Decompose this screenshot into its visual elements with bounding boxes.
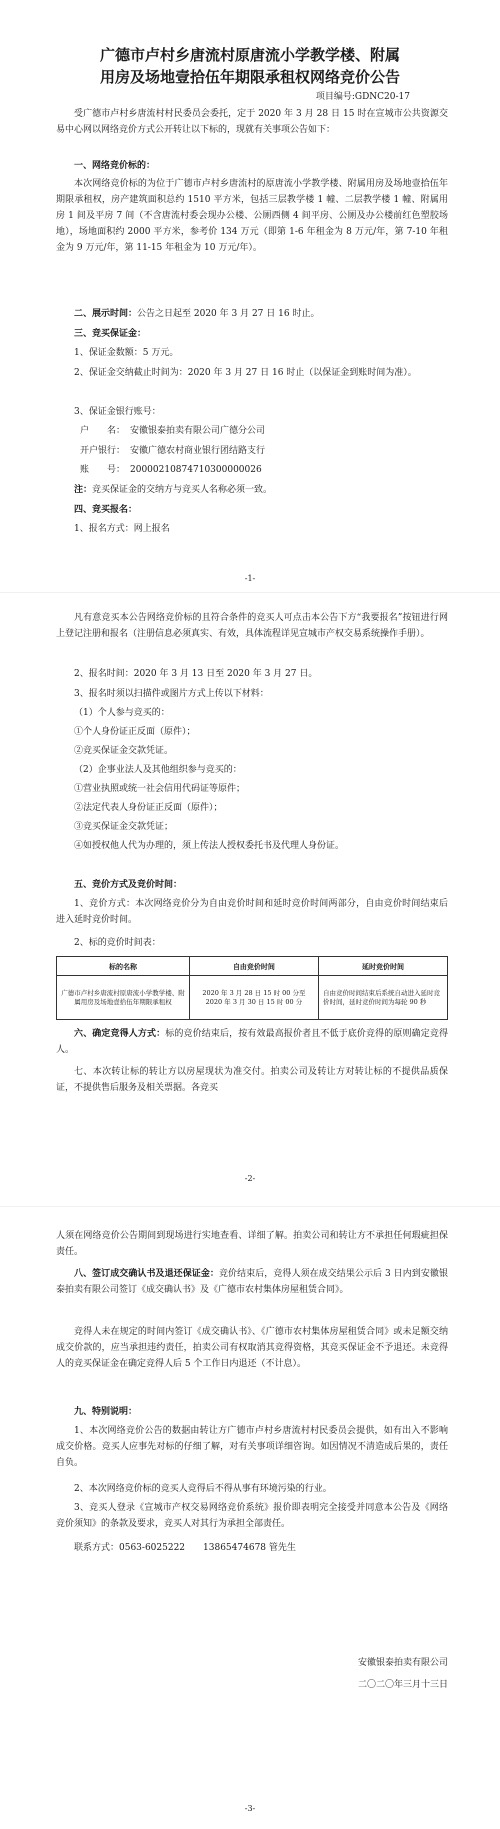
section-6-heading: 六、确定竞得人方式：	[74, 1029, 166, 1039]
section-3-item2: 2、保证金交纳截止时间为：2020 年 3 月 27 日 16 时止（以保证金到账时间为准）。	[74, 368, 417, 378]
materials-org-2: ②法定代表人身份证正反面（原件）；	[74, 803, 223, 813]
section-4-item2: 2、报名时间：2020 年 3 月 13 日至 2020 年 3 月 27 日。	[74, 669, 318, 679]
section-3-item3: 3、保证金银行账号：	[74, 407, 161, 417]
table-cell-item-name: 广德市卢村乡唐流村原唐流小学教学楼、附属用房及场地壹拾伍年期限承租权	[57, 976, 190, 1020]
table-row	[57, 976, 448, 1020]
section-9-item3: 3、竞买人登录《宣城市产权交易网络竞价系统》报价即表明完全接受并同意本公告及《网络竞价须知》的条款及要求，竞买人对其行为承担全部责任。	[56, 1503, 448, 1529]
section-8-heading: 八、签订成交确认书及退还保证金：	[74, 1269, 219, 1279]
account-number-label: 账 号：	[80, 465, 126, 475]
section-2	[56, 306, 448, 322]
page-number-2: -2-	[244, 1174, 256, 1183]
section-9-item2: 2、本次网络竞价标的竞买人竞得后不得从事有环境污染的行业。	[74, 1484, 332, 1494]
table-header-row	[57, 957, 448, 976]
project-code: 项目编号:GDNC20-17	[315, 92, 410, 102]
signer-company: 安徽银泰拍卖有限公司	[357, 1658, 448, 1668]
intro-paragraph: 受广德市卢村乡唐流村村民委员会委托，定于 2020 年 3 月 28 日 15 时在宣城市公共资源交易中心网以网络竞价方式公开转让以下标的，现就有关事项公告如下：	[56, 109, 448, 135]
materials-org-1: ①营业执照或统一社会信用代码证等原件；	[74, 784, 246, 794]
materials-individual-heading: （1）个人参与竞买的：	[74, 708, 170, 718]
table-header-cell: 自由竞价时间	[189, 957, 318, 976]
materials-individual-2: ②竞买保证金交款凭证。	[74, 746, 174, 756]
materials-org-3: ③竞买保证金交款凭证；	[74, 822, 174, 832]
table-header-cell: 标的名称	[57, 957, 190, 976]
account-name-label: 户 名：	[80, 426, 126, 436]
account-bank-row	[80, 443, 265, 459]
section-7-continued: 人须在网络竞价公告期间到现场进行实地查看、详细了解。拍卖公司和转让方不承担任何瑕疵担保责任。	[56, 1231, 448, 1257]
section-8-body: 竞价结束后，竞得人须在成交结果公示后 3 日内到安徽银泰拍卖有限公司签订《成交确认书》及《广德市农村集体房屋租赁合同》。	[56, 1269, 448, 1295]
account-number-value: 20000210874710300000026	[130, 465, 262, 475]
section-5-heading: 五、竞价方式及竞价时间：	[74, 880, 183, 890]
section-7-body: 七、本次转让标的转让方以房屋现状为准交付。拍卖公司及转让方对转让标的不提供品质保证，不提供售后服务及相关票据。各竞买	[56, 1067, 448, 1093]
document-title-line2: 用房及场地壹拾伍年期限承租权网络竞价公告	[99, 68, 400, 86]
page-2	[0, 594, 500, 1204]
account-name-row	[80, 423, 265, 439]
section-2-heading: 二、展示时间：	[74, 309, 138, 319]
account-number-row	[80, 462, 262, 478]
page-number-3: -3-	[244, 1804, 256, 1813]
page-3	[0, 1208, 500, 1829]
section-1-heading: 一、网络竞价标的：	[74, 161, 156, 171]
section-8	[56, 1266, 448, 1298]
section-5-item2: 2、标的竞价时间表：	[74, 938, 161, 948]
section-6	[56, 1026, 448, 1058]
note-text: 竞买保证金的交纳方与竞买人名称必须一致。	[92, 485, 273, 495]
section-4-heading: 四、竞买报名：	[74, 505, 138, 515]
account-bank-value: 安徽广德农村商业银行团结路支行	[130, 446, 266, 456]
section-9-item1: 1、本次网络竞价公告的数据由转让方广德市卢村乡唐流村村民委员会提供，如有出入不影响成交价格。竞买人应事先对标的仔细了解，对有关事项详细咨询。如因情况不清造成后果的，责任自负。	[56, 1426, 448, 1468]
account-bank-label: 开户银行：	[80, 446, 126, 456]
table-cell-extended-bid-time: 自由竞价时间结束后系统自动进入延时竞价时间，延时竞价时间为每轮 90 秒	[318, 976, 447, 1020]
document-title-line1: 广德市卢村乡唐流村原唐流小学教学楼、附属	[99, 46, 400, 64]
page-number-1: -1-	[244, 574, 256, 583]
materials-org-4: ④如授权他人代为办理的，须上传法人授权委托书及代理人身份证。	[74, 841, 345, 851]
section-6-body: 标的竞价结束后，按有效最高报价者且不低于底价竞得的原则确定竞得人。	[56, 1029, 448, 1055]
section-5-item1: 1、竞价方式：本次网络竞价分为自由竞价时间和延时竞价时间两部分，自由竞价时间结束后进入延时竞价时间。	[56, 899, 448, 925]
materials-individual-1: ①个人身份证正反面（原件）；	[74, 727, 196, 737]
page-1	[0, 0, 500, 590]
section-3-heading: 三、竞买保证金：	[74, 329, 147, 339]
account-name-value: 安徽银泰拍卖有限公司广德分公司	[130, 426, 266, 436]
materials-org-heading: （2）企事业法人及其他组织参与竞买的：	[74, 765, 242, 775]
note-label: 注：	[74, 485, 93, 495]
sign-date: 二〇二〇年三月十三日	[357, 1680, 448, 1690]
section-8-body2: 竞得人未在规定的时间内签订《成交确认书》、《广德市农村集体房屋租赁合同》或未足额交纳成交价款的，应当承担违约责任，拍卖公司有权取消其竞得资格，其竞买保证金不予退还。未竞得人的竞买保证金在确定竞得人后 5 个工作日内退还（不计息）。	[56, 1327, 448, 1369]
page-separator	[0, 592, 500, 593]
page-separator	[0, 1206, 500, 1207]
section-4-item1: 1、报名方式：网上报名	[74, 524, 170, 534]
table-header-cell: 延时竞价时间	[318, 957, 447, 976]
section-3-note	[56, 482, 448, 498]
contact-info: 联系方式：0563-6025222 13865474678 管先生	[74, 1543, 296, 1553]
section-2-body: 公告之日起至 2020 年 3 月 27 日 16 时止。	[137, 309, 320, 319]
registration-paragraph: 凡有意竞买本公告网络竞价标的且符合条件的竞买人可点击本公告下方“我要报名”按钮进行网上登记注册和报名（注册信息必须真实、有效，具体流程详见宣城市产权交易系统操作手册）。	[56, 613, 448, 639]
section-9-heading: 九、特别说明：	[74, 1407, 138, 1417]
section-4-item3: 3、报名时须以扫描件或图片方式上传以下材料：	[74, 689, 269, 699]
section-3-item1: 1、保证金数额：5 万元。	[74, 348, 179, 358]
bid-schedule-table	[56, 956, 448, 1020]
section-1-body: 本次网络竞价标的为位于广德市卢村乡唐流村的原唐流小学教学楼、附属用房及场地壹拾伍年期限承租权，房产建筑面积总约 1510 平方米，包括三层教学楼 1 幢、二层教学楼 1 幢、附属用房 1 间及平房 7 间（不含唐流村委会现办公楼、公厕西侧 4 间平房、公厕及办公楼前红色塑胶场地），场地面积约 2000 平方米，参考价 134 万元（即第 1-6 年租金为 8 万元/年，第 7-10 年租金为 9 万元/年，第 11-15 年租金为 10 万元/年）。	[56, 179, 448, 253]
table-cell-free-bid-time: 2020 年 3 月 28 日 15 时 00 分至 2020 年 3 月 30 日 15 时 00 分	[189, 976, 318, 1020]
